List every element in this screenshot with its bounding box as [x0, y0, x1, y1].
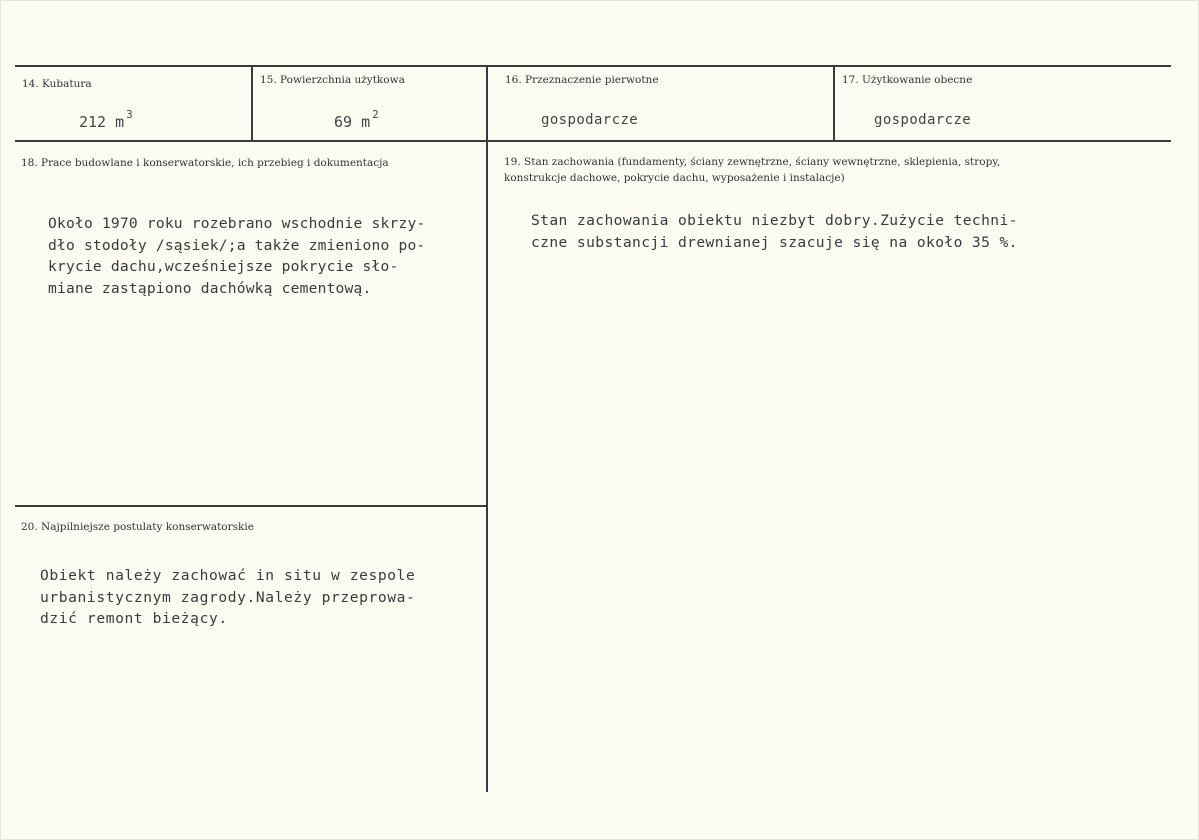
field-18-label: 18. Prace budowlane i konserwatorskie, ich przebieg i dokumentacja — [21, 157, 389, 169]
divider-15-16 — [486, 67, 488, 792]
field-16-value: gospodarcze — [541, 112, 639, 128]
field-17-value: gospodarcze — [874, 112, 972, 128]
field-19-label-line1: 19. Stan zachowania (fundamenty, ściany zewnętrzne, ściany wewnętrzne, sklepienia, stropy, — [504, 156, 1001, 168]
field-15-value — [334, 108, 379, 131]
field-19-text: Stan zachowania obiektu niezbyt dobry.Zużycie techni- czne substancji drewnianej szacuje się na około 35 %. — [531, 212, 1018, 251]
field-19-label-line2: konstrukcje dachowe, pokrycie dachu, wyposażenie i instalacje) — [504, 172, 845, 184]
field-17-label: 17. Użytkowanie obecne — [842, 74, 973, 86]
field-15-value-text: 69 m — [334, 113, 371, 131]
field-18-text: Około 1970 roku rozebrano wschodnie skrzy- dło stodoły /sąsiek/;a także zmieniono po- krycie dachu,wcześniejsze pokrycie sło- miane zastąpiono dachówką cementową. — [48, 215, 426, 297]
field-16-label: 16. Przeznaczenie pierwotne — [505, 74, 659, 86]
field-14-unit-exponent: 3 — [126, 108, 133, 121]
top-rule — [15, 65, 1171, 67]
divider-16-17 — [833, 67, 835, 141]
field-20-text: Obiekt należy zachować in situ w zespole urbanistycznym zagrody.Należy przeprowa- dzić remont bieżący. — [40, 567, 416, 627]
field-14-value — [79, 108, 133, 131]
divider-14-15 — [251, 67, 253, 141]
section18-bottom-rule — [15, 505, 488, 507]
row1-bottom-rule — [15, 140, 1171, 142]
field-20-label: 20. Najpilniejsze postulaty konserwatorskie — [21, 521, 254, 533]
field-15-label: 15. Powierzchnia użytkowa — [260, 74, 405, 86]
field-15-unit-exponent: 2 — [372, 108, 379, 121]
field-14-label: 14. Kubatura — [22, 78, 92, 90]
field-14-value-text: 212 m — [79, 113, 125, 131]
